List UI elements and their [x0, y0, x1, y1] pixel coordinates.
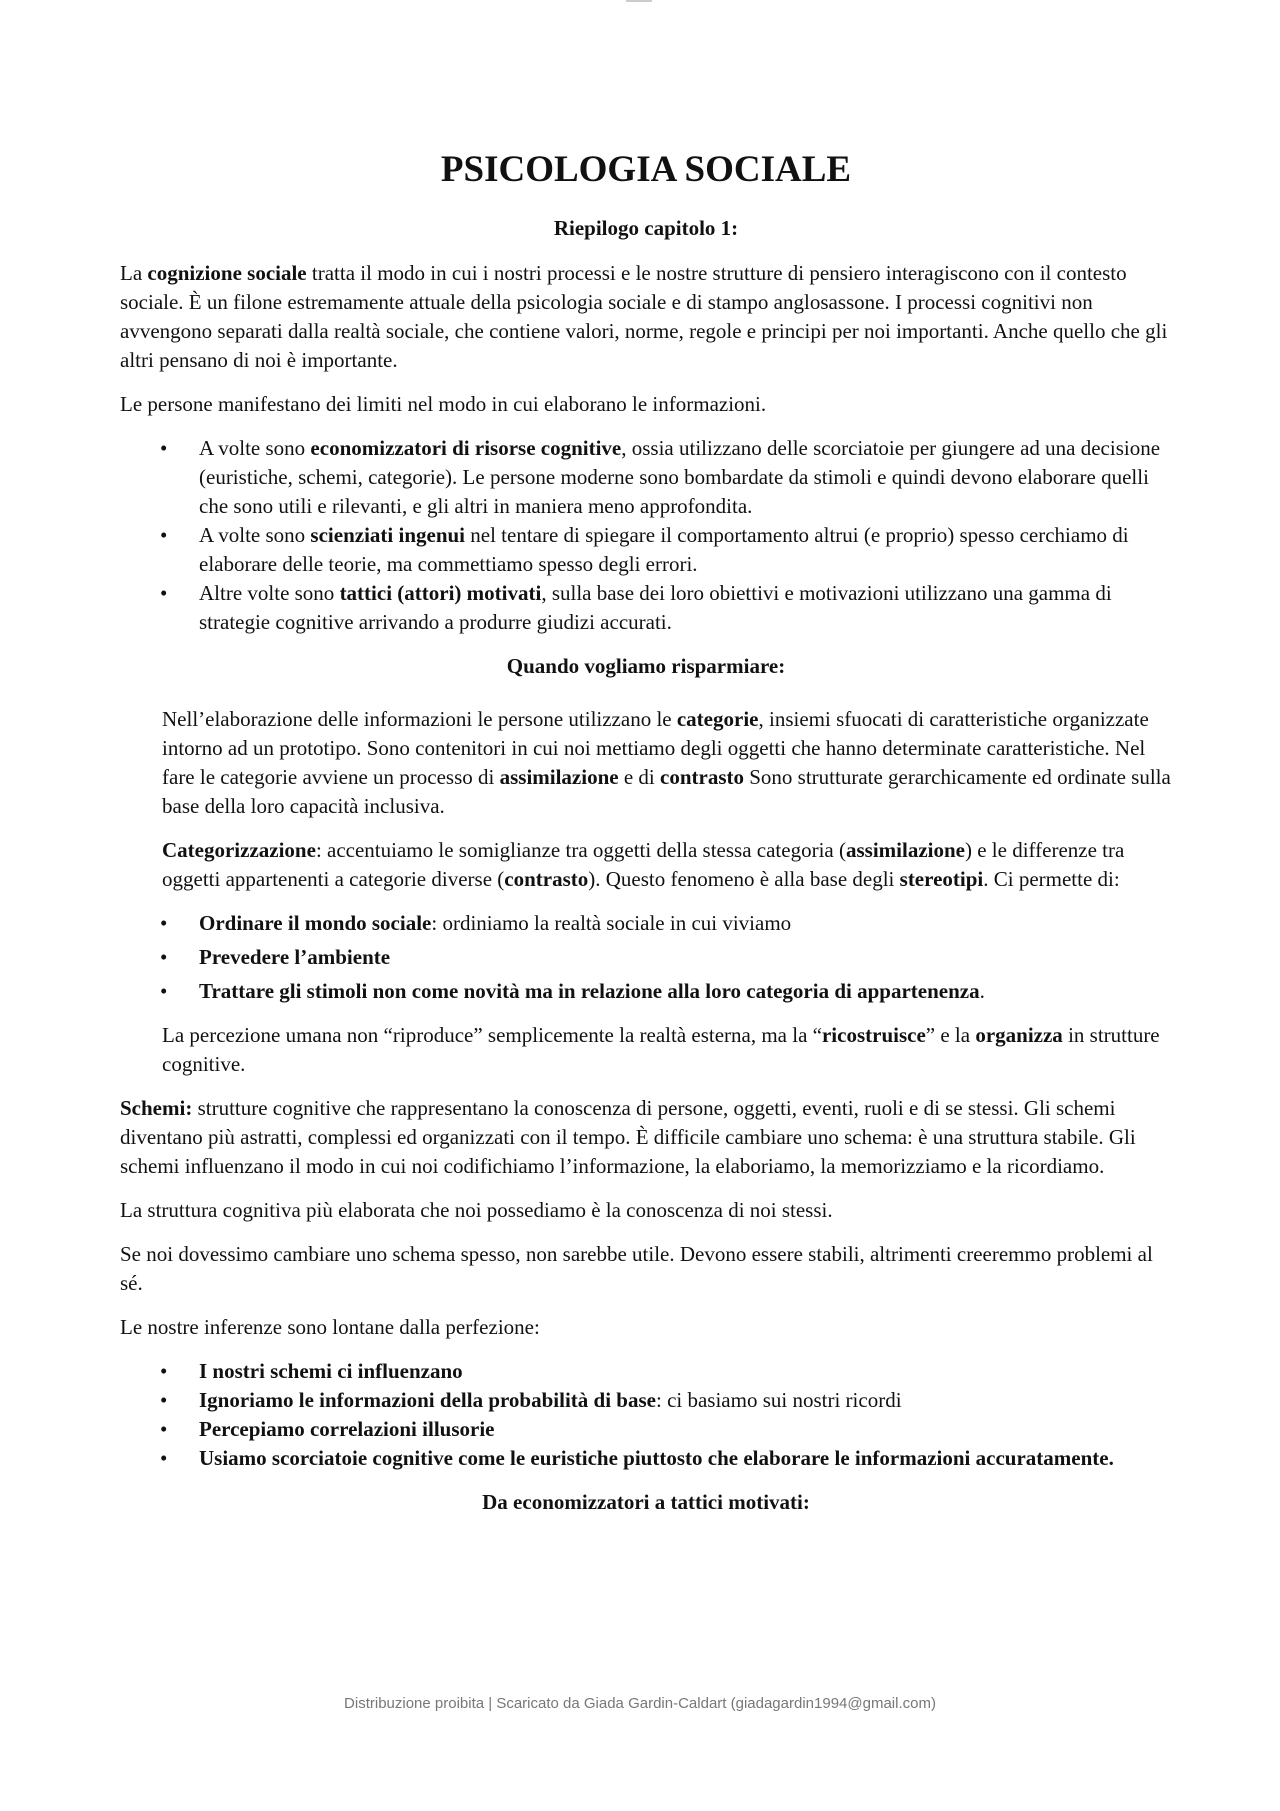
footer-note: Distribuzione proibita | Scaricato da Giada Gardin-Caldart (giadagardin1994@gmail.com)	[344, 1695, 936, 1712]
paragraph-categorie: Nell’elaborazione delle informazioni le persone utilizzano le categorie, insiemi sfuocati di caratteristiche organizzate intorno ad un prototipo. Sono contenitori in cui noi mettiamo degli oggetti che hanno determinate caratteristiche. Nel fare le categorie avviene un processo di assimilazione e di contrasto Sono strutturate gerarchicamente ed ordinate sulla base della loro capacità inclusiva.	[162, 707, 1171, 818]
bullet-icon: •	[160, 911, 168, 935]
list-item: • Trattare gli stimoli non come novità ma in relazione alla loro categoria di appartenenza.	[120, 977, 1172, 1006]
list-permette	[120, 909, 1172, 1006]
bullet-icon: •	[160, 1359, 168, 1383]
list-item: • Ordinare il mondo sociale: ordiniamo la realtà sociale in cui viviamo	[120, 909, 1172, 938]
paragraph-schemi: Schemi: strutture cognitive che rappresentano la conoscenza di persone, oggetti, eventi, ruoli e di se stessi. Gli schemi diventano più astratti, complessi ed organizzati con il tempo. È difficile cambiare uno schema: è una struttura stabile. Gli schemi influenzano il modo in cui noi codifichiamo l’informazione, la elaboriamo, la memorizziamo e la ricordiamo.	[120, 1096, 1136, 1178]
bullet-icon: •	[160, 523, 168, 547]
bullet-icon: •	[160, 1417, 168, 1441]
paragraph-inferenze: Le nostre inferenze sono lontane dalla perfezione:	[120, 1315, 540, 1339]
section-heading-tattici: Da economizzatori a tattici motivati:	[482, 1490, 810, 1514]
list-item: • Usiamo scorciatoie cognitive come le euristiche piuttosto che elaborare le informazioni accuratamente.	[120, 1444, 1172, 1473]
top-mark	[626, 0, 652, 2]
bullet-icon: •	[160, 979, 168, 1003]
paragraph-cognizione-sociale: La cognizione sociale tratta il modo in cui i nostri processi e le nostre strutture di pensiero interagiscono con il contesto sociale. È un filone estremamente attuale della psicologia sociale e di stampo anglosassone. I processi cognitivi non avvengono separati dalla realtà sociale, che contiene valori, norme, regole e principi per noi importanti. Anche quello che gli altri pensano di noi è importante.	[120, 261, 1168, 372]
paragraph-percezione: La percezione umana non “riproduce” semplicemente la realtà esterna, ma la “ricostruisce” e la organizza in strutture cognitive.	[162, 1023, 1160, 1076]
bullet-icon: •	[160, 436, 168, 460]
bullet-icon: •	[160, 945, 168, 969]
section-heading-risparmiare: Quando vogliamo risparmiare:	[506, 654, 786, 678]
paragraph-cambiare-schema: Se noi dovessimo cambiare uno schema spesso, non sarebbe utile. Devono essere stabili, altrimenti creeremmo problemi al sé.	[120, 1242, 1153, 1295]
page-subtitle: Riepilogo capitolo 1:	[553, 216, 739, 240]
bullet-icon: •	[160, 581, 168, 605]
paragraph-struttura-cognitiva: La struttura cognitiva più elaborata che noi possediamo è la conoscenza di noi stessi.	[120, 1198, 833, 1222]
list-item: • A volte sono scienziati ingenui nel tentare di spiegare il comportamento altrui (e proprio) spesso cerchiamo di elaborare delle teorie, ma commettiamo spesso degli errori.	[160, 523, 1129, 576]
page-title: PSICOLOGIA SOCIALE	[440, 149, 852, 190]
list-item: • Prevedere l’ambiente	[120, 943, 1172, 972]
list-item: • A volte sono economizzatori di risorse cognitive, ossia utilizzano delle scorciatoie per giungere ad una decisione (euristiche, schemi, categorie). Le persone moderne sono bombardate da stimoli e quindi devono elaborare quelli che sono utili e rilevanti, e gli altri in maniera meno approfondita.	[160, 436, 1161, 518]
list-item: • Ignoriamo le informazioni della probabilità di base: ci basiamo sui nostri ricordi	[120, 1386, 1172, 1415]
document-content	[120, 148, 1172, 1541]
list-ruoli	[120, 434, 1172, 637]
paragraph-categorizzazione: Categorizzazione: accentuiamo le somiglianze tra oggetti della stessa categoria (assimilazione) e le differenze tra oggetti appartenenti a categorie diverse (contrasto). Questo fenomeno è alla base degli stereotipi. Ci permette di:	[162, 838, 1125, 891]
bullet-icon: •	[160, 1388, 168, 1412]
bullet-icon: •	[160, 1446, 168, 1470]
paragraph-limiti: Le persone manifestano dei limiti nel modo in cui elaborano le informazioni.	[120, 392, 767, 416]
list-item: • Altre volte sono tattici (attori) motivati, sulla base dei loro obiettivi e motivazioni utilizzano una gamma di strategie cognitive arrivando a produrre giudizi accurati.	[160, 581, 1112, 634]
list-inferenze	[120, 1357, 1172, 1473]
list-item: • I nostri schemi ci influenzano	[120, 1357, 1172, 1386]
list-item: • Percepiamo correlazioni illusorie	[120, 1415, 1172, 1444]
